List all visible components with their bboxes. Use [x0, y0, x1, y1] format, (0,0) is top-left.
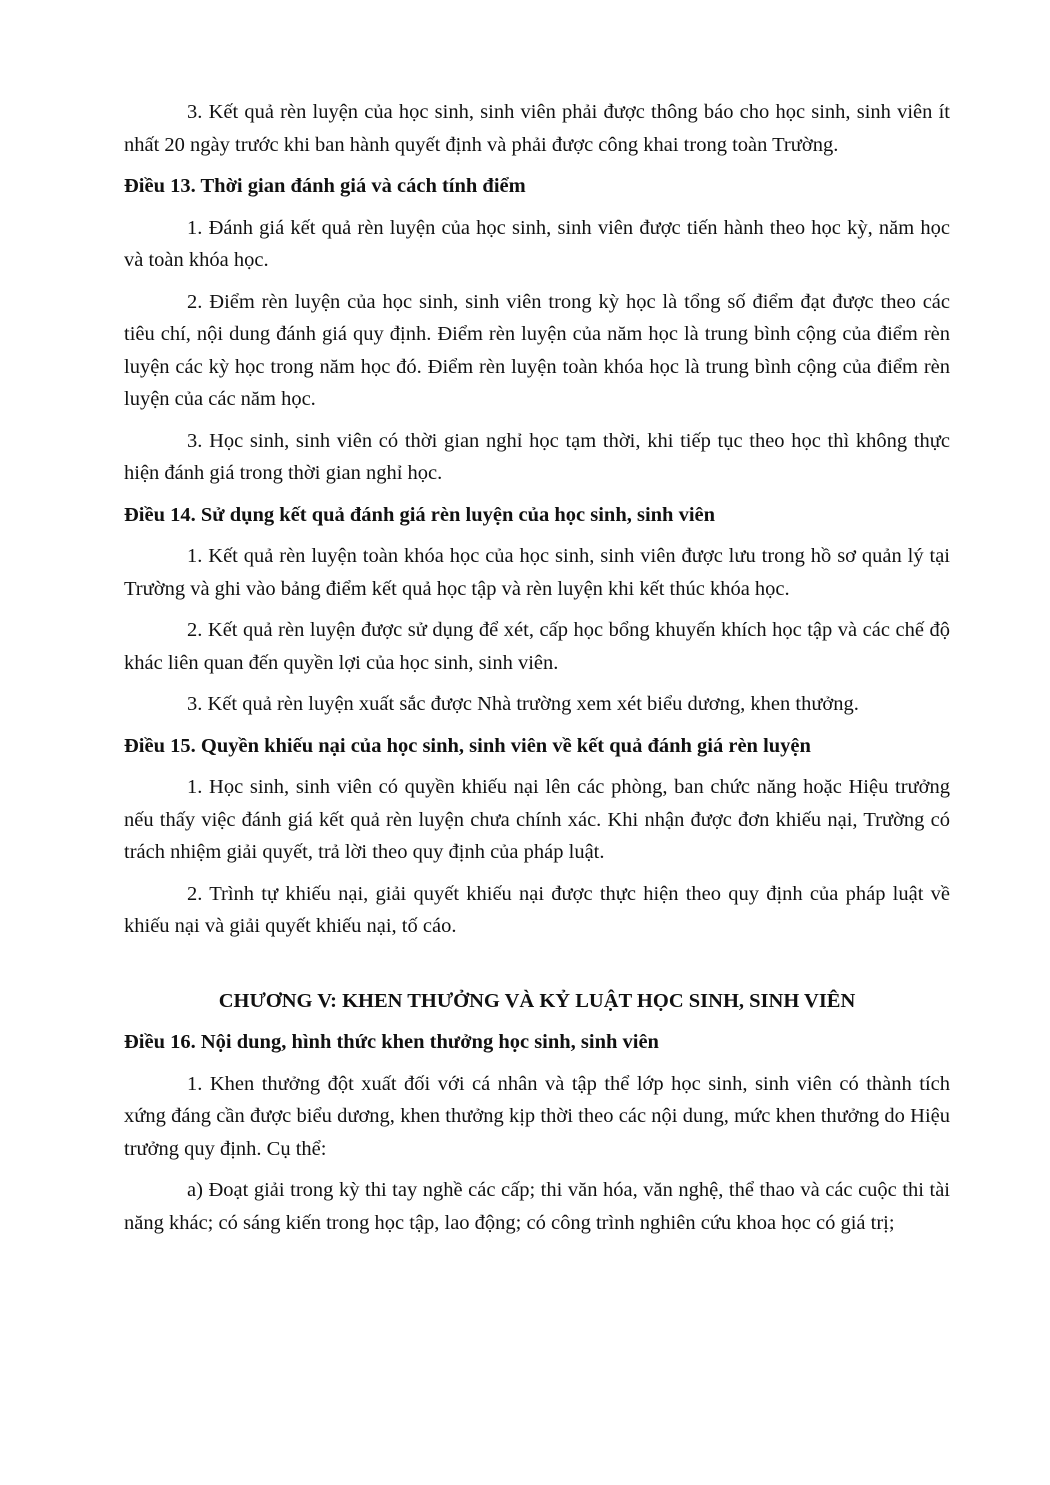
- paragraph: 3. Kết quả rèn luyện xuất sắc được Nhà trường xem xét biểu dương, khen thưởng.: [187, 693, 859, 715]
- paragraph: 1. Đánh giá kết quả rèn luyện của học sinh, sinh viên được tiến hành theo học kỳ, năm học và toàn khóa học.: [124, 216, 950, 271]
- article-heading: Điều 15. Quyền khiếu nại của học sinh, sinh viên về kết quả đánh giá rèn luyện: [124, 734, 811, 757]
- paragraph: 2. Điểm rèn luyện của học sinh, sinh viên trong kỳ học là tổng số điểm đạt được theo các tiêu chí, nội dung đánh giá quy định. Điểm rèn luyện của năm học là trung bình cộng của điểm rèn luyện các kỳ học trong năm học đó. Điểm rèn luyện toàn khóa học là trung bình cộng của điểm rèn luyện của các năm học.: [124, 290, 950, 410]
- paragraph: 2. Kết quả rèn luyện được sử dụng để xét, cấp học bổng khuyến khích học tập và các chế độ khác liên quan đến quyền lợi của học sinh, sinh viên.: [124, 619, 950, 674]
- document-page: [124, 96, 950, 1248]
- paragraph: 1. Khen thưởng đột xuất đối với cá nhân và tập thể lớp học sinh, sinh viên có thành tích xứng đáng cần được biểu dương, khen thưởng kịp thời theo các nội dung, mức khen thưởng do Hiệu trưởng quy định. Cụ thể:: [124, 1072, 950, 1160]
- article-heading: Điều 13. Thời gian đánh giá và cách tính điểm: [124, 175, 526, 197]
- paragraph: 3. Học sinh, sinh viên có thời gian nghỉ học tạm thời, khi tiếp tục theo học thì không thực hiện đánh giá trong thời gian nghỉ học.: [124, 429, 950, 484]
- chapter-title: CHƯƠNG V: KHEN THƯỞNG VÀ KỶ LUẬT HỌC SINH, SINH VIÊN: [218, 989, 856, 1012]
- article-heading: Điều 14. Sử dụng kết quả đánh giá rèn luyện của học sinh, sinh viên: [124, 503, 716, 526]
- paragraph: 3. Kết quả rèn luyện của học sinh, sinh viên phải được thông báo cho học sinh, sinh viên ít nhất 20 ngày trước khi ban hành quyết định và phải được công khai trong toàn Trường.: [124, 101, 950, 156]
- paragraph: 2. Trình tự khiếu nại, giải quyết khiếu nại được thực hiện theo quy định của pháp luật về khiếu nại và giải quyết khiếu nại, tố cáo.: [124, 882, 950, 937]
- paragraph: 1. Kết quả rèn luyện toàn khóa học của học sinh, sinh viên được lưu trong hồ sơ quản lý tại Trường và ghi vào bảng điểm kết quả học tập và rèn luyện khi kết thúc khóa học.: [124, 545, 950, 600]
- paragraph: 1. Học sinh, sinh viên có quyền khiếu nại lên các phòng, ban chức năng hoặc Hiệu trưởng nếu thấy việc đánh giá kết quả rèn luyện chưa chính xác. Khi nhận được đơn khiếu nại, Trường có trách nhiệm giải quyết, trả lời theo quy định của pháp luật.: [124, 776, 950, 863]
- article-heading: Điều 16. Nội dung, hình thức khen thưởng học sinh, sinh viên: [124, 1031, 659, 1053]
- paragraph: a) Đoạt giải trong kỳ thi tay nghề các cấp; thi văn hóa, văn nghệ, thể thao và các cuộc thi tài năng khác; có sáng kiến trong học tập, lao động; có công trình nghiên cứu khoa học có giá trị;: [124, 1179, 950, 1234]
